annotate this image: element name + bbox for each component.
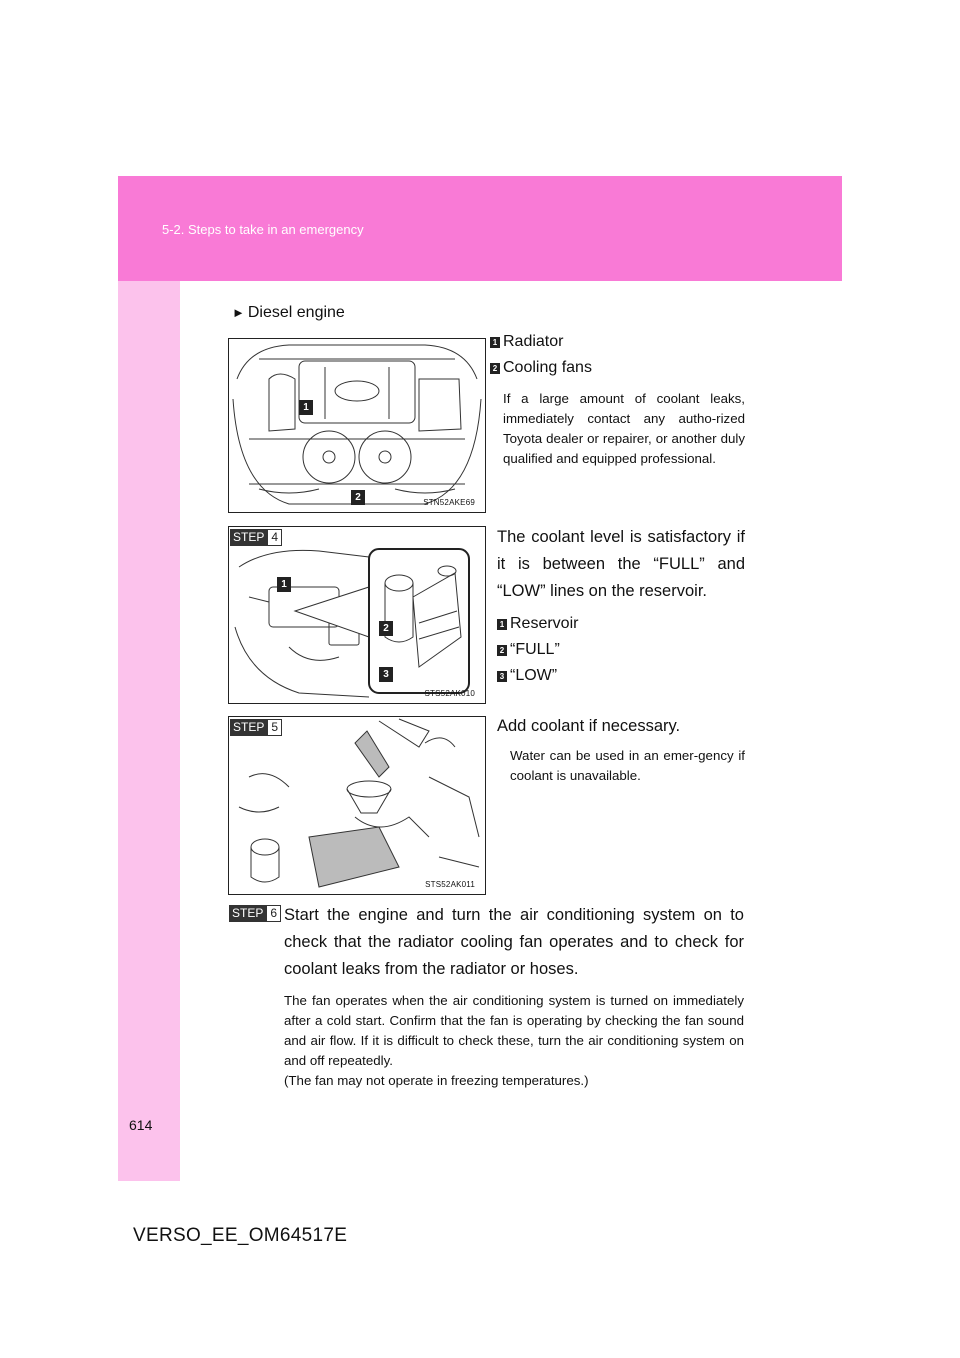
- step-number: 4: [267, 529, 282, 546]
- label-text: Radiator: [503, 333, 564, 350]
- label-text: Cooling fans: [503, 359, 592, 376]
- label-number: 3: [497, 671, 507, 682]
- step-word: STEP: [230, 529, 267, 546]
- page-number: 614: [129, 1117, 153, 1133]
- section-heading-text: Diesel engine: [247, 304, 345, 321]
- step-4-badge: [230, 529, 282, 546]
- label-number: 2: [490, 363, 500, 374]
- step-6-badge: [229, 905, 281, 922]
- engine-bay-illustration: [228, 338, 486, 513]
- step-word: STEP: [229, 905, 266, 922]
- label-text: Reservoir: [510, 615, 579, 632]
- label-radiator: [490, 333, 745, 351]
- callout-3: 3: [379, 667, 393, 682]
- figure1-labels: [490, 333, 745, 469]
- reservoir-illustration: [228, 526, 486, 704]
- step5-description: Add coolant if necessary.: [497, 717, 681, 735]
- breadcrumb: 5-2. Steps to take in an emergency: [162, 222, 364, 237]
- step4-description: The coolant level is satisfactory if it is between the “FULL” and “LOW” lines on the reservoir.: [497, 528, 745, 600]
- add-coolant-illustration: [228, 716, 486, 895]
- step6-note-2: (The fan may not operate in freezing temperatures.): [284, 1073, 589, 1088]
- label-full: [497, 641, 745, 659]
- footer-code: VERSO_EE_OM64517E: [133, 1225, 348, 1246]
- figure-code: STN52AKE69: [423, 498, 475, 507]
- label-number: 2: [497, 645, 507, 656]
- label-number: 1: [490, 337, 500, 348]
- callout-1: 1: [299, 400, 313, 415]
- step-word: STEP: [230, 719, 267, 736]
- step6-note: The fan operates when the air conditioning system is turned on immediately after a cold start. Confirm that the fan is operating by checking the fan sound and air flow. If it is difficult to check these, turn the air conditioning system on and off repeatedly.: [284, 993, 744, 1068]
- label-low: [497, 667, 745, 685]
- label-cooling-fans: [490, 359, 745, 377]
- leak-note: If a large amount of coolant leaks, immediately contact any autho-rized Toyota dealer or repairer, or another duly qualified and equipped professional.: [503, 391, 745, 466]
- callout-2: 2: [351, 490, 365, 505]
- step6-description: Start the engine and turn the air conditioning system on to check that the radiator cooling fan operates and to check for coolant leaks from the radiator or hoses.: [284, 906, 744, 978]
- add-coolant-drawing: [229, 717, 485, 894]
- step5-note: Water can be used in an emer-gency if coolant is unavailable.: [510, 748, 745, 783]
- step4-text: [497, 524, 745, 693]
- figure-code: STS52AK011: [425, 880, 475, 889]
- label-reservoir: [497, 615, 745, 633]
- arrow-right-icon: ►: [232, 305, 245, 320]
- label-text: “LOW”: [510, 667, 558, 684]
- section-heading: [232, 304, 345, 322]
- callout-1: 1: [277, 577, 291, 592]
- callout-2: 2: [379, 621, 393, 636]
- step-number: 5: [267, 719, 282, 736]
- figure-code: STS52AK010: [424, 689, 475, 698]
- reservoir-drawing: [229, 527, 485, 703]
- step-5-badge: [230, 719, 282, 736]
- step5-text: [497, 713, 745, 786]
- side-band: [118, 281, 180, 1181]
- step-number: 6: [266, 905, 281, 922]
- step6-text: [284, 902, 744, 1091]
- engine-bay-drawing: [229, 339, 485, 512]
- label-text: “FULL”: [510, 641, 560, 658]
- label-number: 1: [497, 619, 507, 630]
